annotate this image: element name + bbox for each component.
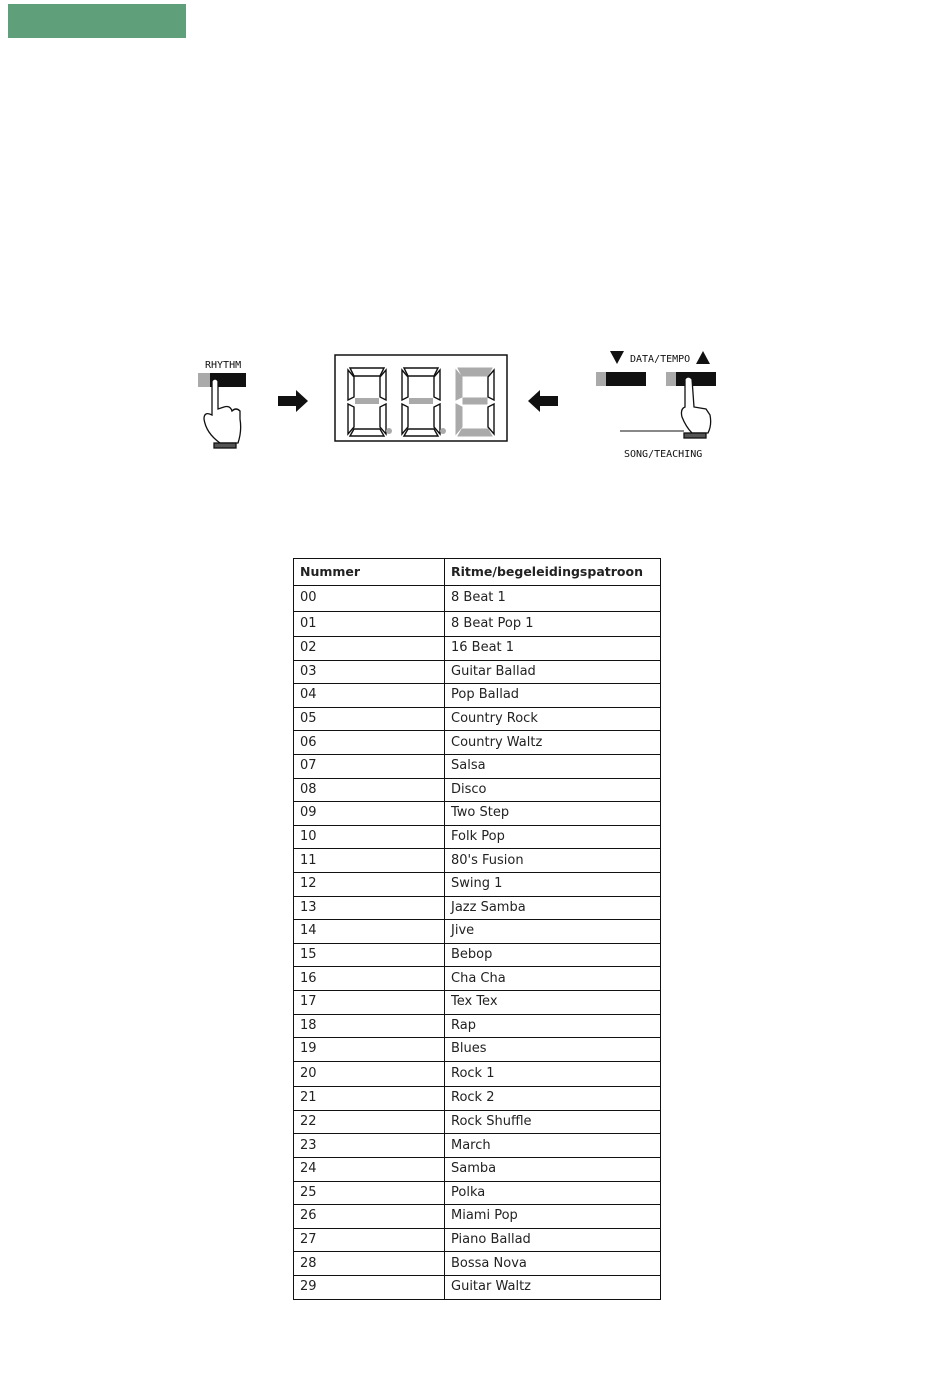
rhythm-number: 19 [294,1038,445,1062]
rhythm-number: 21 [294,1087,445,1111]
rhythm-number: 03 [294,660,445,684]
rhythm-label: RHYTHM [205,360,242,371]
rhythm-name: Jive [445,920,661,944]
rhythm-name: Two Step [445,802,661,826]
data-down-button[interactable] [596,372,646,386]
rhythm-number: 15 [294,943,445,967]
down-triangle-icon [610,351,624,364]
rhythm-name: Guitar Ballad [445,660,661,684]
section-header-tab [8,4,186,38]
rhythm-number: 28 [294,1252,445,1276]
rhythm-name: 8 Beat 1 [445,586,661,612]
table-row [294,637,661,661]
rhythm-number: 24 [294,1157,445,1181]
table-row [294,967,661,991]
rhythm-name: Tex Tex [445,990,661,1014]
rhythm-number: 06 [294,731,445,755]
rhythm-number: 23 [294,1134,445,1158]
rhythm-name: Miami Pop [445,1205,661,1229]
table-row [294,896,661,920]
rhythm-name: Jazz Samba [445,896,661,920]
rhythm-name: Country Waltz [445,731,661,755]
rhythm-name: 8 Beat Pop 1 [445,611,661,637]
rhythm-number: 09 [294,802,445,826]
data-tempo-label: DATA/TEMPO [630,354,691,365]
rhythm-number: 07 [294,754,445,778]
table-row [294,1087,661,1111]
rhythm-name: Salsa [445,754,661,778]
column-header-rhythm: Ritme/begeleidingspatroon [445,559,661,586]
table-row [294,707,661,731]
table-row [294,1014,661,1038]
table-row [294,990,661,1014]
rhythm-number: 17 [294,990,445,1014]
rhythm-name: Cha Cha [445,967,661,991]
table-row [294,943,661,967]
table-header-row [294,559,661,586]
rhythm-number: 16 [294,967,445,991]
rhythm-table [293,558,661,1300]
table-row [294,586,661,612]
table-row [294,1110,661,1134]
rhythm-selection-diagram [180,335,740,475]
rhythm-name: Polka [445,1181,661,1205]
rhythm-name: Pop Ballad [445,684,661,708]
table-row [294,1038,661,1062]
table-row [294,920,661,944]
rhythm-name: Swing 1 [445,872,661,896]
table-row [294,660,661,684]
table-row [294,1275,661,1299]
rhythm-number: 04 [294,684,445,708]
rhythm-button[interactable] [198,373,246,387]
rhythm-number: 01 [294,611,445,637]
table-row [294,849,661,873]
rhythm-number: 20 [294,1061,445,1087]
table-row [294,731,661,755]
rhythm-name: Rap [445,1014,661,1038]
rhythm-number: 00 [294,586,445,612]
rhythm-name: Bossa Nova [445,1252,661,1276]
pressing-hand-icon [204,379,241,448]
rhythm-name: Folk Pop [445,825,661,849]
rhythm-number: 13 [294,896,445,920]
rhythm-number: 27 [294,1228,445,1252]
table-row [294,1228,661,1252]
rhythm-number: 14 [294,920,445,944]
rhythm-number: 05 [294,707,445,731]
rhythm-number: 11 [294,849,445,873]
rhythm-name: 80's Fusion [445,849,661,873]
rhythm-number: 25 [294,1181,445,1205]
rhythm-name: Country Rock [445,707,661,731]
rhythm-name: Piano Ballad [445,1228,661,1252]
rhythm-number: 18 [294,1014,445,1038]
table-row [294,825,661,849]
table-row [294,872,661,896]
rhythm-name: Rock 1 [445,1061,661,1087]
rhythm-number: 29 [294,1275,445,1299]
led-display [335,355,507,441]
rhythm-name: Guitar Waltz [445,1275,661,1299]
table-row [294,754,661,778]
column-header-number: Nummer [294,559,445,586]
rhythm-number: 22 [294,1110,445,1134]
arrow-right-icon [278,390,308,412]
rhythm-name: Rock Shuffle [445,1110,661,1134]
rhythm-number: 12 [294,872,445,896]
table-row [294,1157,661,1181]
table-row [294,778,661,802]
rhythm-name: Disco [445,778,661,802]
rhythm-number: 08 [294,778,445,802]
rhythm-name: Samba [445,1157,661,1181]
rhythm-number: 02 [294,637,445,661]
table-row [294,684,661,708]
table-row [294,1181,661,1205]
rhythm-name: Blues [445,1038,661,1062]
up-triangle-icon [696,351,710,364]
rhythm-name: March [445,1134,661,1158]
rhythm-name: 16 Beat 1 [445,637,661,661]
pressing-hand-icon [681,377,710,438]
table-row [294,1252,661,1276]
rhythm-name: Bebop [445,943,661,967]
arrow-left-icon [528,390,558,412]
table-row [294,1061,661,1087]
rhythm-name: Rock 2 [445,1087,661,1111]
rhythm-number: 26 [294,1205,445,1229]
table-row [294,611,661,637]
rhythm-number: 10 [294,825,445,849]
table-row [294,1205,661,1229]
table-row [294,1134,661,1158]
table-row [294,802,661,826]
song-teaching-label: SONG/TEACHING [624,449,703,460]
